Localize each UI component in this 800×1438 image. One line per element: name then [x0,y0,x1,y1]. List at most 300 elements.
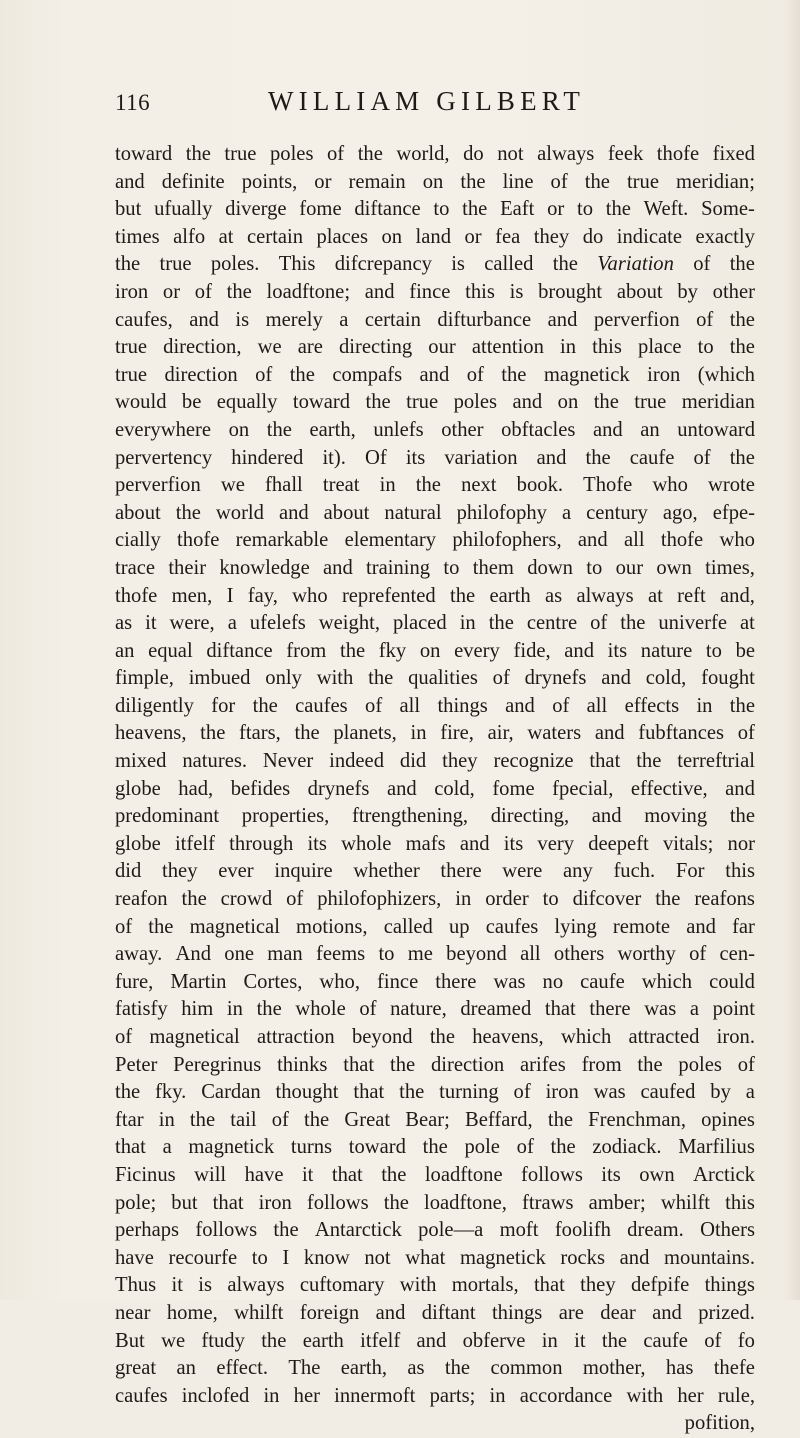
word: magnetical [189,915,280,938]
word: directing [338,336,413,359]
word: the [729,308,755,331]
word: the [256,998,282,1021]
word: there [435,970,477,993]
word: perhaps [115,1219,180,1242]
word: whole [341,832,392,855]
word: caufes, [115,308,173,331]
word: air, [487,722,514,745]
word: in [455,888,472,911]
word: fhall [265,474,303,497]
word: of [492,667,510,690]
word: cuftomary [299,1274,385,1297]
word: all [399,694,421,717]
word: from [286,639,327,662]
word: to [697,336,714,359]
word: of [194,280,212,303]
word: on [557,391,579,414]
text-line [115,638,755,666]
word: magnetick [459,1246,546,1269]
text-line [115,1272,755,1300]
word: magnetical [149,1026,240,1048]
word: earth [489,584,531,607]
word: own [656,556,692,579]
word: the [444,1357,471,1380]
word: imbued [188,667,251,690]
word: The [288,1357,321,1380]
word: perverfion [115,474,201,497]
word: dreamed [460,998,532,1021]
word: mortals, [451,1274,519,1297]
word: true [626,170,659,193]
word: dream. [627,1219,684,1242]
word: is [198,1274,213,1297]
word: of [550,170,568,193]
word: own [639,1163,675,1186]
word: always [576,584,634,607]
word: at [218,225,234,248]
word: trace [115,556,156,579]
word: parts; [429,1384,476,1407]
text-line [115,665,755,693]
text-line [115,1217,755,1245]
word: I [226,584,234,607]
word: effects [624,694,680,717]
word: the [181,888,207,911]
word: reprefented [341,584,436,607]
word: mother, [582,1357,646,1380]
word: perverfion [593,308,680,331]
word: be [735,639,755,662]
word: toward [115,143,173,165]
word: qualities [408,667,478,690]
text-line [115,1383,755,1411]
word: very [537,832,574,855]
word: me [407,943,433,966]
word: century [586,501,648,524]
word: obftacles [501,418,576,441]
word: land [415,225,451,248]
word: turns [290,1136,333,1159]
word: direction [164,363,238,386]
word: not [497,143,524,165]
text-line [115,251,755,279]
word: wrote [708,474,755,497]
word: down [527,556,573,579]
page-edge-shadow [786,0,800,1300]
word: things [437,694,488,717]
word: who, [319,970,361,993]
word: caufe [643,1329,688,1352]
page-number: 116 [115,90,151,115]
word: by [677,280,698,303]
word: about [115,501,161,524]
word: mountains. [664,1246,755,1269]
word: always [227,1274,285,1297]
word: times, [705,556,755,579]
word: points, [241,170,298,193]
word: ftraws [522,1191,574,1214]
word: the [389,1053,416,1076]
word: what [405,1246,446,1269]
word: who [719,529,755,552]
word: the [422,1136,448,1159]
word: not [364,1246,391,1269]
word: equally [216,391,278,414]
text-line [115,1162,755,1190]
word: amber; [588,1191,646,1214]
text-line [115,583,755,611]
word: it [574,1329,586,1352]
text-line [115,169,755,197]
word: common [490,1357,563,1380]
word: the [605,198,631,221]
word: diftance [354,198,421,221]
word: of [693,253,711,276]
word: it [145,612,157,635]
word: remarkable [235,529,329,552]
word: alfo [173,225,206,248]
text-line [115,527,755,555]
word: of [359,998,377,1021]
word: an [640,418,660,441]
word: only [265,667,302,690]
text-line [115,1355,755,1383]
word: ftars, [239,722,281,745]
word: this [465,280,495,303]
word: of [704,1329,722,1352]
word: toward [292,391,351,414]
word: a [339,308,349,331]
word: or [464,225,482,248]
word: waters [527,722,582,745]
word: that [589,750,621,773]
text-line [115,555,755,583]
word: ago, [662,501,698,524]
word: fince [377,970,419,993]
word: has [665,1357,694,1380]
word: properties, [241,805,330,828]
word: world [215,501,264,524]
word: through [229,832,294,855]
word: fide, [513,639,551,662]
word: meridian [681,391,755,414]
word: that [212,1191,244,1214]
word: magnetick [543,363,630,386]
word: the [115,253,141,276]
word: there [440,860,482,883]
word: philofophers, [452,529,562,552]
word: our [428,336,456,359]
word: caufe [580,970,625,993]
word: poles. [210,253,260,276]
word: were, [169,612,215,635]
word: with [399,1274,437,1297]
word: ever [218,860,254,883]
word: caufes [115,1384,168,1407]
word: do [463,143,484,165]
word: and [592,418,623,441]
word: him [181,998,214,1021]
text-line [115,941,755,969]
word: the [304,1108,330,1131]
word: others [553,943,605,966]
word: tail [230,1108,257,1131]
word: diligently [115,694,194,717]
word: great [115,1357,157,1380]
word: we [257,336,282,359]
word: as [115,612,133,635]
text-line [115,996,755,1024]
word: and [505,694,535,717]
word: the [729,805,755,828]
word: true [406,391,439,414]
word: Frenchman, [588,1108,686,1131]
word: turning [439,1081,499,1104]
word: drynefs [307,777,370,800]
word: it [171,1274,183,1297]
word: unlefs [373,418,424,441]
text-line [115,417,755,445]
word: iron [115,280,149,303]
word: which [641,970,693,993]
word: and [386,777,417,800]
word: the [655,888,681,911]
word: do [582,225,604,248]
word: the [550,1136,576,1159]
word: as [407,1357,425,1380]
word: an [115,639,135,662]
word: called [383,915,433,938]
word: or [162,280,181,303]
word: that [331,1163,363,1186]
word: earth, [309,418,356,441]
word: would [115,391,167,414]
word: poles [269,143,314,165]
word: of [365,694,383,717]
word: accordance [519,1384,613,1407]
word: of [552,694,570,717]
word: difcover [572,888,642,911]
word: Peter [115,1053,158,1076]
word: on [381,225,403,248]
word: line [502,170,534,193]
word: natures. [182,750,247,773]
word: of [286,888,304,911]
word: its [601,1163,621,1186]
word: reft [677,584,706,607]
word: this [725,860,755,883]
word: in [226,998,243,1021]
word: beyond [446,943,507,966]
word: the [488,612,514,635]
word: iron. [716,1026,755,1048]
word: the [501,363,527,386]
word: but [171,1191,198,1214]
word: the [357,143,383,165]
word: the [729,446,755,469]
word: the [729,253,755,276]
word: moft [499,1219,539,1242]
word: globe [115,777,161,800]
word: and [115,170,145,193]
word: diftance [206,639,273,662]
text-line [115,1300,755,1328]
word: loadftone [424,1163,503,1186]
text-line [115,1134,755,1162]
word: the [593,391,619,414]
text-line [115,389,755,417]
word: deepeft [588,832,649,855]
word: the [266,418,292,441]
word: effect. [216,1357,268,1380]
word: terreftrial [677,750,755,773]
text-line [115,1410,755,1438]
word: have [115,1246,154,1269]
word: Marfilius [678,1136,755,1159]
word: book. [516,474,564,497]
word: Weft. [643,198,689,221]
word: know [303,1246,350,1269]
word: indeed [329,750,384,773]
word: brought [538,280,603,303]
word: everywhere [115,418,212,441]
word: mixed [115,750,167,773]
word: the [462,198,488,221]
word: thofe [177,529,220,552]
word: and [364,280,395,303]
word: motions, [296,915,368,938]
word: But [115,1329,145,1352]
word: I [282,1246,290,1269]
word: the [620,612,646,635]
text-line [115,886,755,914]
word: to [443,556,460,579]
word: dear [600,1301,636,1324]
word: drynefs [524,667,587,690]
word: was [493,970,526,993]
word: beyond [351,1026,413,1048]
word: For [675,860,705,883]
word: equal [148,639,193,662]
word: about [616,280,663,303]
word: thefe [713,1357,755,1380]
word: and [577,529,608,552]
word: the [226,280,252,303]
word: fure, [115,970,154,993]
word: (which [697,363,755,386]
word: ufually [154,198,213,221]
word: of [513,1081,531,1104]
word: its [607,639,628,662]
word: of [696,308,714,331]
word: Some- [701,198,755,221]
word: Great [344,1108,391,1131]
word: of [115,1026,133,1048]
word: her [293,1384,320,1407]
word: training [366,556,431,579]
word: true [634,391,667,414]
word: whole [295,998,346,1021]
word: this [725,1191,755,1214]
word: man [267,943,303,966]
word: the [273,1219,299,1242]
word: true [159,253,192,276]
word: true [115,363,148,386]
word: cold, [645,667,687,690]
word: the [261,1329,287,1352]
word: order [485,888,529,911]
word: inclofed [181,1384,250,1407]
word: diftant [421,1301,476,1324]
word: the [415,474,441,497]
word: fixed [712,143,755,165]
word: Others [700,1219,755,1242]
word: Of [364,446,387,469]
word: Variation [597,253,674,276]
word: definite [161,170,225,193]
word: loadftone; [266,280,351,303]
word: and [278,501,309,524]
word: of [693,446,711,469]
word: weight, [318,612,380,635]
word: nor [727,832,755,855]
word: and [189,308,219,331]
word: a [745,1081,755,1104]
word: Ficinus [115,1163,176,1186]
running-head [115,84,755,124]
word: Peregrinus [173,1053,262,1076]
word: have [244,1163,284,1186]
word: did [115,860,142,883]
word: no [542,970,564,993]
word: them [472,556,514,579]
word: it). [322,446,346,469]
text-line [115,307,755,335]
word: of [516,1136,534,1159]
word: to [705,639,722,662]
word: certain [364,308,421,331]
word: And [175,943,211,966]
word: prized. [698,1301,755,1324]
word: about [323,501,370,524]
word: compafs [332,363,403,386]
word: cold, [434,777,475,800]
word: thought [275,1081,339,1104]
word: the [115,1081,141,1104]
word: directing, [490,805,570,828]
word: the [294,722,320,745]
word: up [448,915,470,938]
word: the [368,667,394,690]
word: whilft [234,1301,284,1324]
word: whether [353,860,420,883]
word: recognize [493,750,574,773]
word: of [115,915,133,938]
word: are [297,336,323,359]
word: other [441,418,484,441]
word: fay, [247,584,278,607]
word: that [343,1053,375,1076]
word: always [537,143,595,165]
word: did [399,750,427,773]
word: placed [392,612,447,635]
word: itfelf [360,1329,401,1352]
running-title: WILLIAM GILBERT [268,86,586,116]
word: caufed [640,1081,696,1104]
word: fire, [440,722,474,745]
word: the [547,1108,574,1131]
word: for [211,694,236,717]
